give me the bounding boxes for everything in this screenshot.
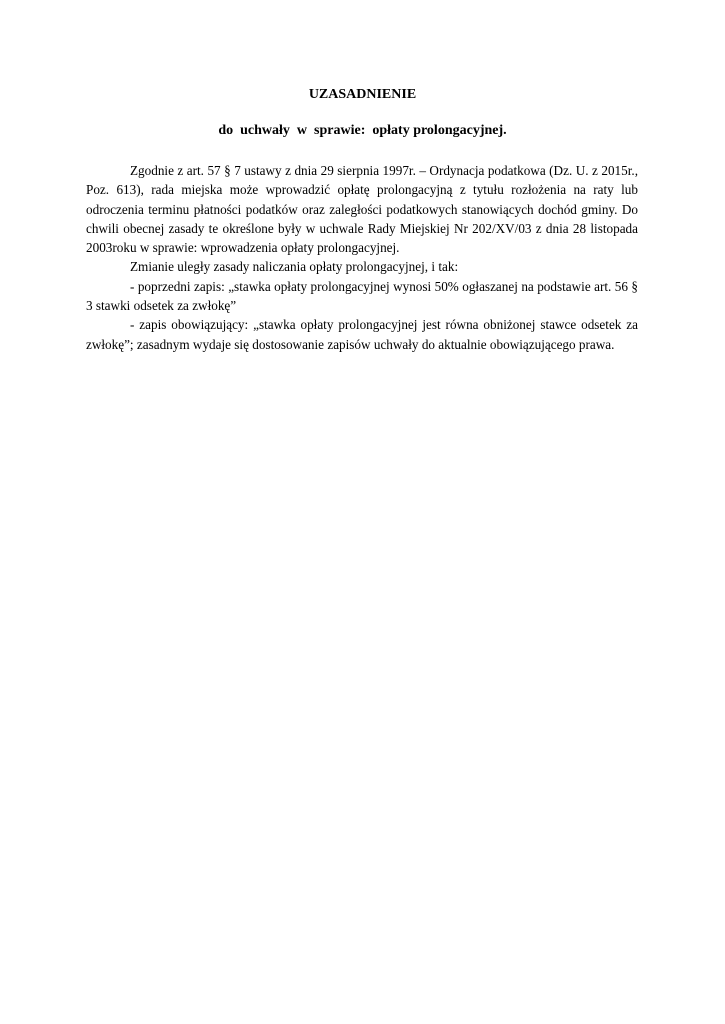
paragraph-previous-rule: - poprzedni zapis: „stawka opłaty prolongacyjnej wynosi 50% ogłaszanej na podstawie art. 56 § 3 stawki odsetek za zwłokę” <box>86 278 638 314</box>
paragraph-current-rule: - zapis obowiązujący: „stawka opłaty prolongacyjnej jest równa obniżonej stawce odsetek za zwłokę”; zasadnym wydaje się dostosowanie zapisów uchwały do aktualnie obowiązującego prawa. <box>86 317 638 352</box>
paragraph-changes-intro: Zmianie uległy zasady naliczania opłaty prolongacyjnej, i tak: <box>130 259 459 275</box>
document-subtitle: do uchwały w sprawie: opłaty prolongacyjnej. <box>218 123 507 138</box>
paragraph-legal-basis: Zgodnie z art. 57 § 7 ustawy z dnia 29 sierpnia 1997r. – Ordynacja podatkowa (Dz. U. z 2015r., Poz. 613), rada miejska może wprowadzić opłatę prolongacyjną z tytułu rozłożenia na raty lub odroczenia terminu płatności podatków oraz zaległości podatkowych stanowiących dochód gminy. Do chwili obecnej zasady te określone były w uchwale Rady Miejskiej Nr 202/XV/03 z dnia 28 listopada 2003roku w sprawie: wprowadzenia opłaty prolongacyjnej. <box>86 163 638 256</box>
document-body <box>86 161 638 354</box>
document-title: UZASADNIENIE <box>308 87 417 102</box>
